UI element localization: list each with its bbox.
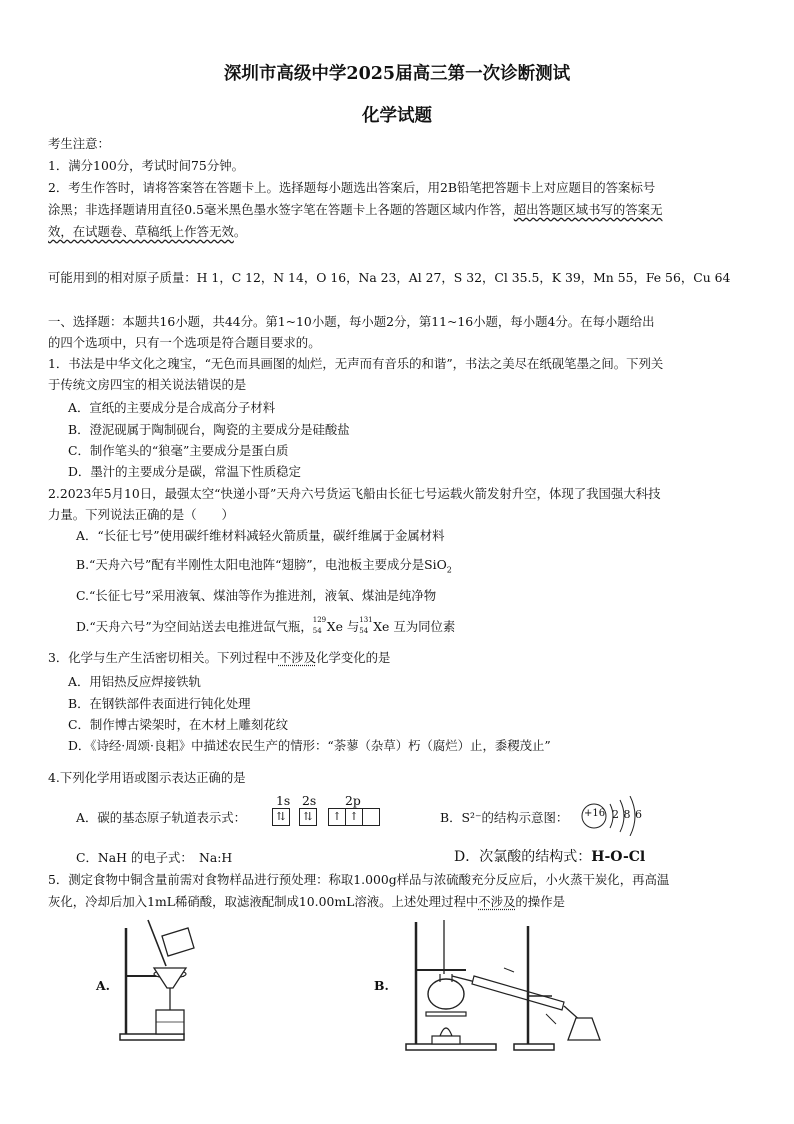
q1-option-d: D．墨汁的主要成分是碳，常温下性质稳定	[68, 464, 301, 479]
hocl-formula: H-O-Cl	[591, 849, 646, 865]
exam-title: 深圳市高级中学2025届高三第一次诊断测试	[223, 64, 571, 84]
q4-stem: 4.下列化学用语或图示表达正确的是	[48, 770, 246, 785]
q4-option-b: B．S²⁻的结构示意图：	[440, 810, 569, 825]
notice-item-2-line-3b: 。	[233, 224, 247, 239]
q1-option-c: C．制作笔头的“狼毫”主要成分是蛋白质	[68, 443, 289, 458]
section-1-line-1: 一、选择题：本题共16小题，共44分。第1~10小题，每小题2分，第11~16小题，每小题4分。在每小题给出	[48, 314, 655, 329]
q2-option-d	[76, 617, 455, 635]
notice-item-2-line-2a: 涂黑；非选择题请用直径0.5毫米黑色墨水签字笔在答题卡上各题的答题区域内作答，	[48, 202, 514, 217]
orbital-box-2p-3	[362, 808, 380, 826]
electron-shells: 2 8 6	[612, 808, 642, 821]
q3-stem-a: 3．化学与生产生活密切相关。下列过程中	[48, 650, 279, 665]
xe-129-atomic-number: 54	[312, 626, 322, 635]
q3-option-d: D．《诗经·周颂·良耜》中描述农民生产的情形：“荼蓼（杂草）朽（腐烂）止，黍稷茂止”	[68, 738, 551, 753]
q2-option-d-mid: Xe 与	[326, 619, 360, 634]
q4-option-a: A．碳的基态原子轨道表示式：	[76, 810, 247, 825]
q4-option-d	[454, 846, 645, 866]
orbital-label-2s: 2s	[302, 793, 317, 808]
section-1-line-2: 的四个选项中，只有一个选项是符合题目要求的。	[48, 335, 321, 350]
orbital-box-2s: ⇅	[299, 808, 317, 826]
q4-option-d-pre: D．次氯酸的结构式：	[454, 849, 592, 865]
q2-stem-line-1: 2.2023年5月10日，最强太空“快递小哥”天舟六号货运飞船由长征七号运载火箭发射升空，体现了我国强大科技	[48, 486, 661, 501]
atomic-masses: 可能用到的相对原子质量：H 1，C 12，N 14，O 16，Na 23，Al 27，S 32，Cl 35.5，K 39，Mn 55，Fe 56，Cu 64	[48, 270, 731, 285]
q1-option-b: B．澄泥砚属于陶制砚台，陶瓷的主要成分是硅酸盐	[68, 422, 350, 437]
q1-option-a: A．宣纸的主要成分是合成高分子材料	[68, 400, 276, 415]
q5-stem-line-1: 5．测定食物中铜含量前需对食物样品进行预处理：称取1.000g样品与浓硫酸充分反应后，小火蒸干炭化，再高温	[48, 872, 670, 887]
q2-option-b-subscript: 2	[446, 565, 452, 575]
notice-item-2-line-1: 2．考生作答时，请将答案答在答题卡上。选择题每小题选出答案后，用2B铅笔把答题卡上对应题目的答案标号	[48, 180, 656, 195]
nucleus-charge: +16	[584, 808, 606, 819]
notice-item-2-line-2	[48, 200, 662, 218]
q5-option-b-label: B.	[374, 978, 389, 993]
q1-stem-line-1: 1．书法是中华文化之瑰宝，“无色而具画图的灿烂，无声而有音乐的和谐”，书法之美尽在纸砚笔墨之间。下列关	[48, 356, 664, 371]
q1-stem-line-2: 于传统文房四宝的相关说法错误的是	[48, 377, 247, 392]
q3-option-b: B．在钢铁部件表面进行钝化处理	[68, 696, 251, 711]
distillation-apparatus-image	[404, 918, 624, 1054]
orbital-box-2p-1: ↑	[328, 808, 346, 826]
q3-stem-emphasis: 不涉及	[278, 650, 317, 665]
orbital-box-1s: ⇅	[272, 808, 290, 826]
q2-option-b	[76, 555, 452, 574]
q3-stem-c: 化学变化的是	[316, 650, 391, 665]
q4-option-c: C．NaH 的电子式： Na:H	[76, 850, 233, 865]
q2-option-d-pre: D.“天舟六号”为空间站送去电推进氙气瓶，	[76, 619, 313, 634]
xe-129-mass: 129	[312, 615, 327, 624]
q5-stem-2c: 的操作是	[515, 894, 565, 909]
q5-option-a-label: A.	[96, 978, 110, 993]
xe-131-atomic-number: 54	[359, 626, 369, 635]
q2-option-a: A．“长征七号”使用碳纤维材料减轻火箭质量，碳纤维属于金属材料	[76, 528, 445, 543]
q2-stem-line-2: 力量。下列说法正确的是（ ）	[48, 507, 234, 522]
orbital-box-2p-2: ↑	[345, 808, 363, 826]
q2-option-b-text: B.“天舟六号”配有半刚性太阳电池阵“翅膀”，电池板主要成分是SiO	[76, 557, 447, 572]
notice-item-2-line-3	[48, 222, 246, 240]
q5-stem-emphasis: 不涉及	[478, 894, 516, 909]
q5-stem-line-2	[48, 892, 565, 910]
filtration-apparatus-image	[118, 918, 218, 1044]
q3-option-a: A．用铝热反应焊接铁轨	[68, 674, 201, 689]
xe-131-isotope-notation	[359, 615, 373, 635]
xe-131-mass: 131	[359, 615, 373, 624]
notice-item-2-line-3a: 效，在试题卷、草稿纸上作答无效	[48, 224, 234, 239]
q3-stem	[48, 648, 390, 666]
q2-option-d-post: Xe 互为同位素	[373, 619, 456, 634]
q5-stem-2a: 灰化，冷却后加入1mL稀硝酸，取滤液配制成10.00mL溶液。上述处理过程中	[48, 894, 479, 909]
exam-subtitle: 化学试题	[362, 106, 432, 126]
notice-item-2-line-2b: 超出答题区域书写的答案无	[513, 202, 663, 217]
q3-option-c: C．制作博古梁架时，在木材上雕刻花纹	[68, 717, 289, 732]
orbital-label-1s: 1s	[276, 793, 291, 808]
notice-heading: 考生注意：	[48, 136, 110, 151]
orbital-label-2p: 2p	[345, 793, 361, 808]
xe-129-isotope-notation	[312, 615, 327, 635]
notice-item-1: 1．满分100分，考试时间75分钟。	[48, 158, 244, 173]
q2-option-c: C.“长征七号”采用液氧、煤油等作为推进剂，液氧、煤油是纯净物	[76, 588, 437, 603]
